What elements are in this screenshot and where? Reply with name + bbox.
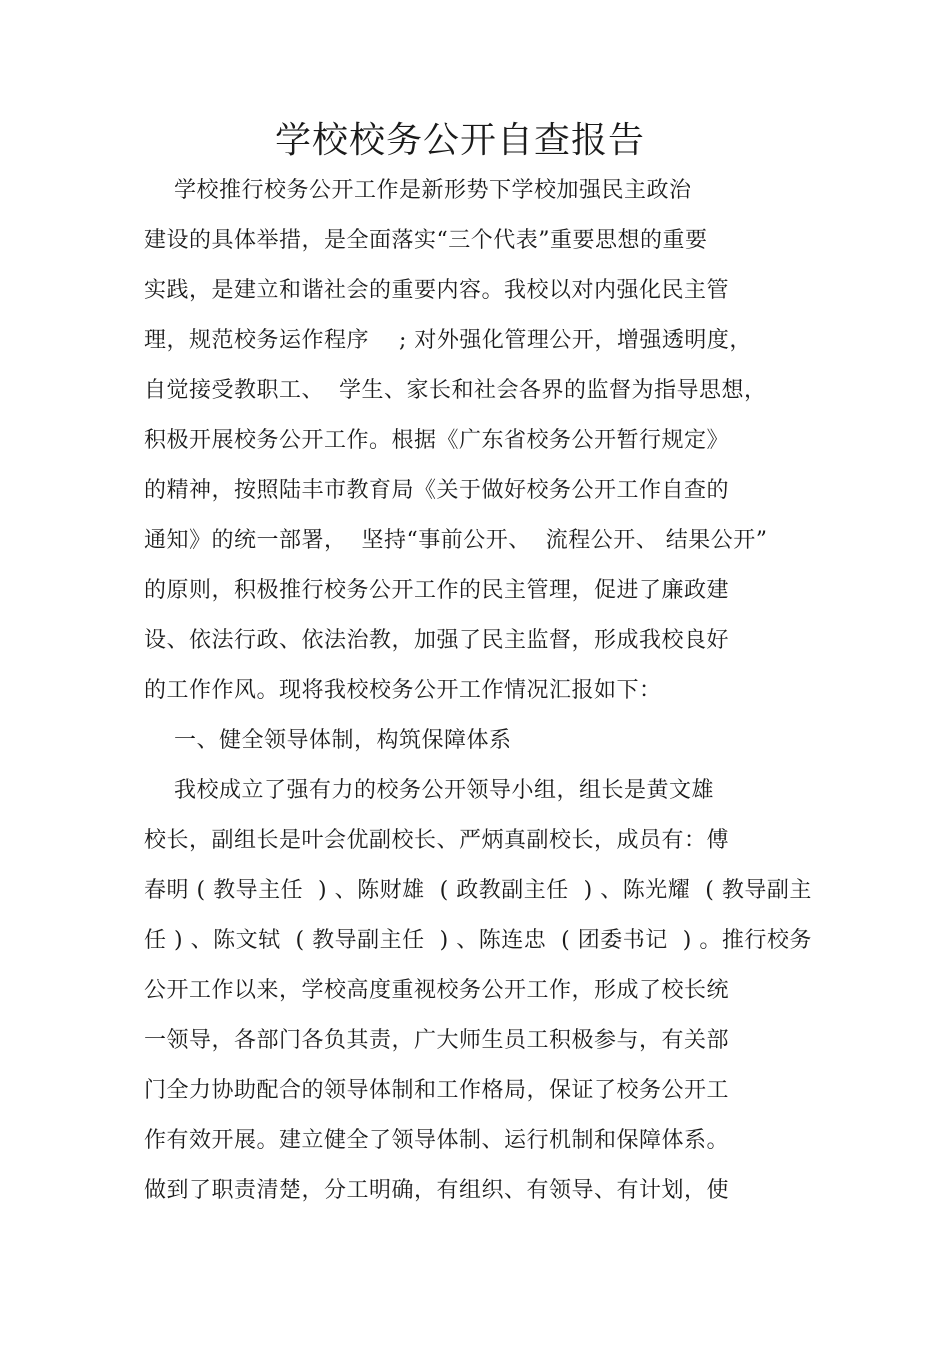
text-line: 春明 ( 教导主任 ) 、陈财雄 ( 政教副主任 ) 、陈光耀 ( 教导副主	[144, 878, 812, 903]
text-line: 实践，是建立和谐社会的重要内容。我校以对内强化民主管	[144, 278, 730, 303]
document-title: 学校校务公开自查报告	[274, 120, 645, 161]
text-line: 一领导，各部门各负其责，广大师生员工积极参与，有关部	[144, 1028, 730, 1053]
text-line: 的原则，积极推行校务公开工作的民主管理，促进了廉政建	[144, 578, 730, 603]
text-line: 建设的具体举措，是全面落实“三个代表”重要思想的重要	[144, 228, 708, 253]
text-line: 做到了职责清楚，分工明确，有组织、有领导、有计划，使	[144, 1178, 730, 1203]
text-line: 的工作作风。现将我校校务公开工作情况汇报如下：	[144, 678, 662, 703]
text-line: 的精神，按照陆丰市教育局《关于做好校务公开工作自查的	[144, 478, 730, 503]
text-line: 学校推行校务公开工作是新形势下学校加强民主政治	[144, 178, 692, 203]
text-line: 任 ) 、陈文轼 ( 教导副主任 ) 、陈连忠 ( 团委书记 ) 。推行校务	[144, 928, 812, 953]
text-line: 门全力协助配合的领导体制和工作格局，保证了校务公开工	[144, 1078, 730, 1103]
text-line: 我校成立了强有力的校务公开领导小组，组长是黄文雄	[144, 778, 714, 803]
text-line: 通知》的统一部署， 坚持“事前公开、 流程公开、 结果公开”	[144, 528, 768, 553]
text-line: 理，规范校务运作程序 ; 对外强化管理公开，增强透明度，	[144, 328, 752, 353]
text-line: 自觉接受教职工、 学生、家长和社会各界的监督为指导思想，	[144, 378, 767, 403]
text-line: 公开工作以来，学校高度重视校务公开工作，形成了校长统	[144, 978, 730, 1003]
text-line: 校长，副组长是叶会优副校长、严炳真副校长，成员有：傅	[144, 828, 730, 853]
text-line: 作有效开展。建立健全了领导体制、运行机制和保障体系。	[144, 1128, 730, 1153]
section-heading: 一、健全领导体制，构筑保障体系	[144, 728, 512, 753]
text-line: 积极开展校务公开工作。根据《广东省校务公开暂行规定》	[144, 428, 730, 453]
text-line: 设、依法行政、依法治教，加强了民主监督，形成我校良好	[144, 628, 730, 653]
